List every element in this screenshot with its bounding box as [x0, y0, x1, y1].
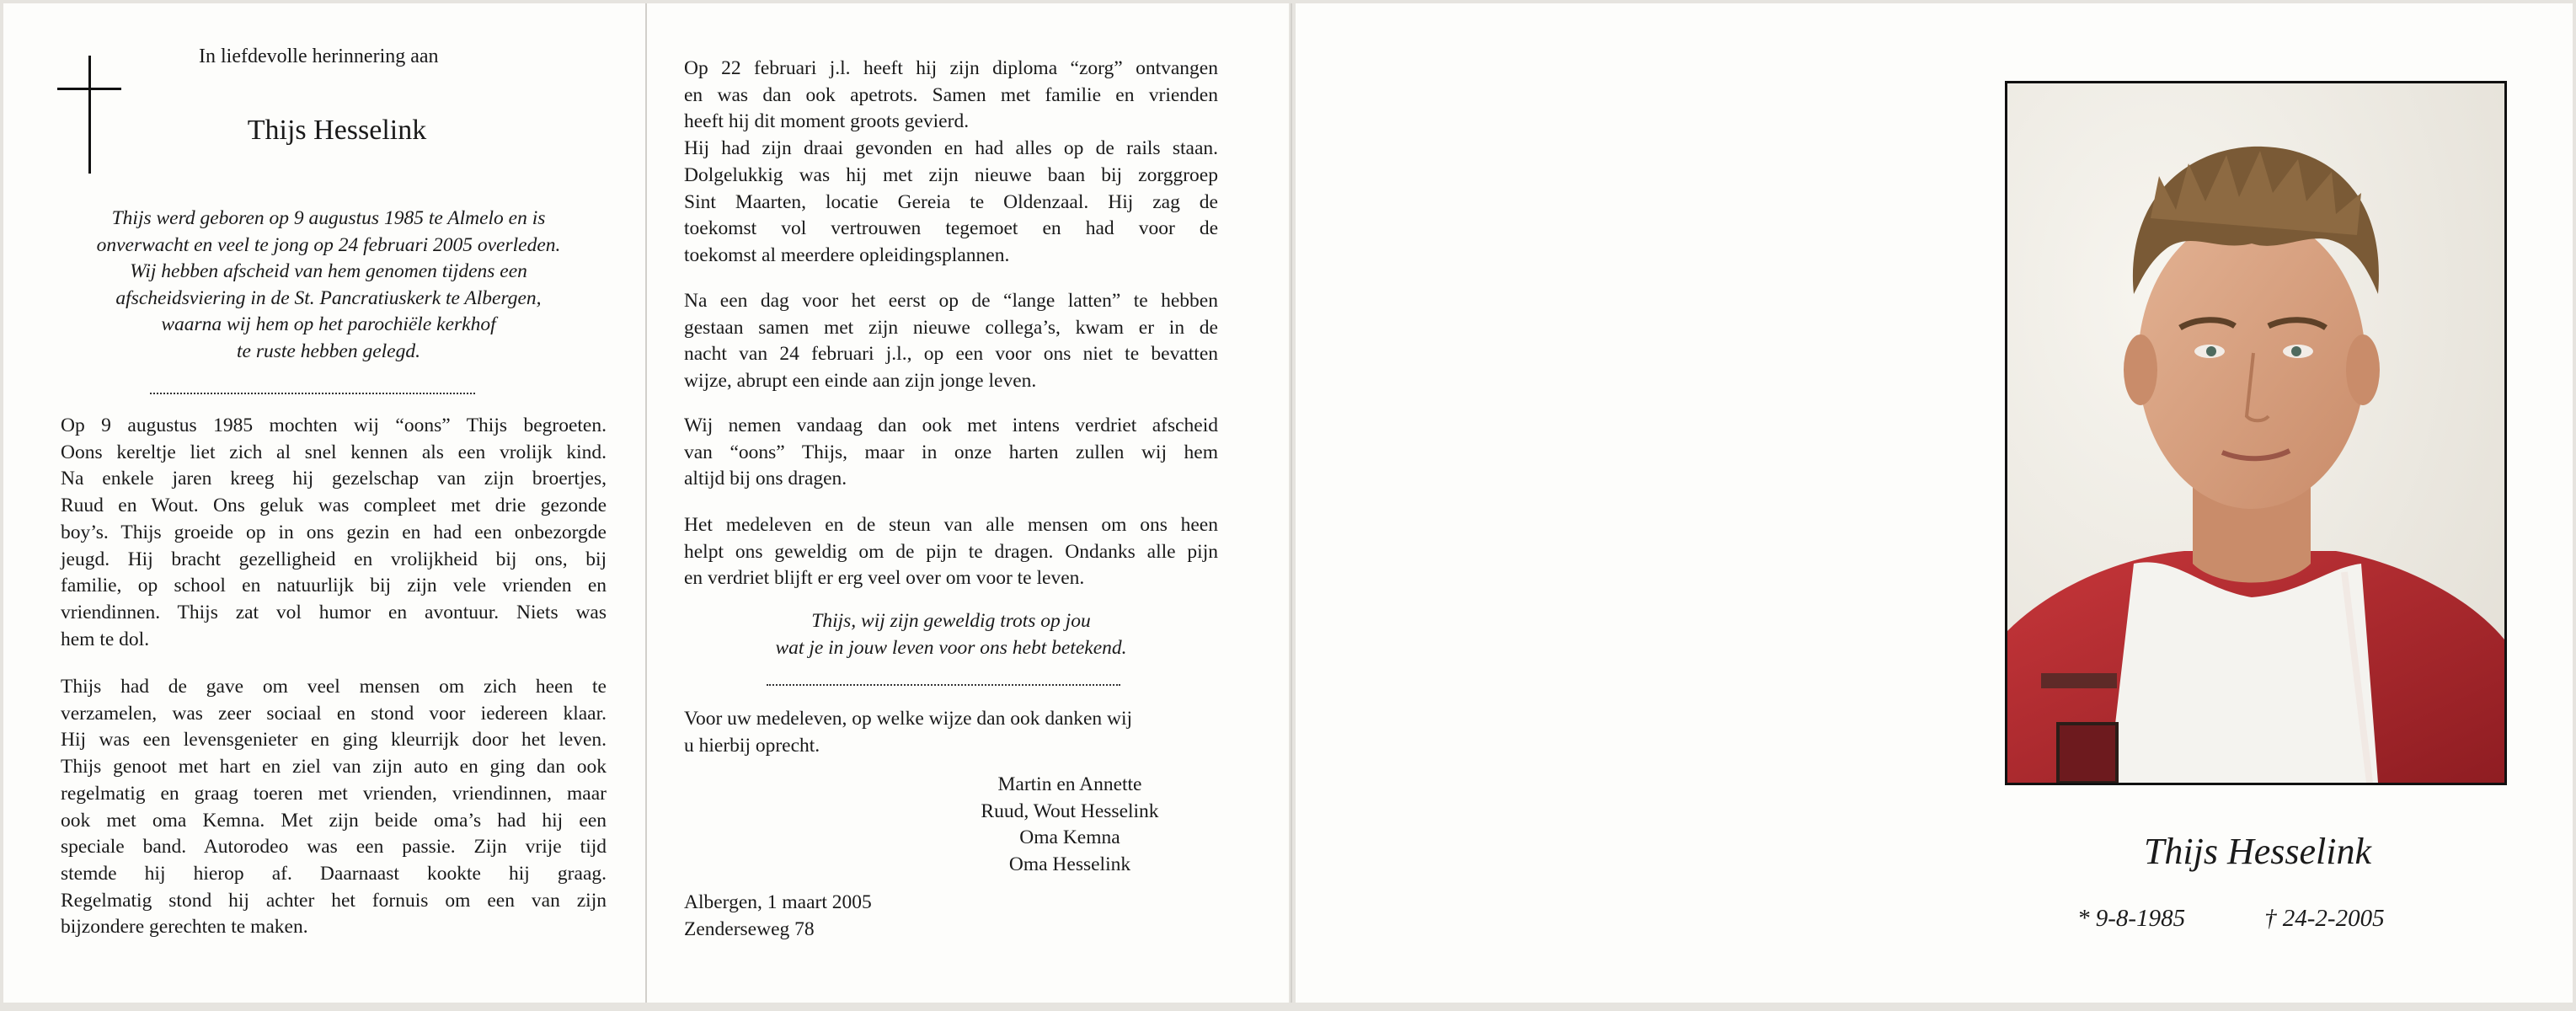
text-line: en verdriet blijft er erg veel over om voor te leven. — [684, 567, 1085, 590]
text-line: Thijs had de gave om veel mensen om zich heen te — [61, 676, 607, 698]
fold-line — [645, 3, 647, 1003]
text-line: regelmatig en graag toeren met vrienden, vriendinnen, maar — [61, 782, 607, 805]
text-line: van “oons” Thijs, maar in onze harten zullen wij hem — [684, 441, 1218, 463]
text-line: wat je in jouw leven voor ons hebt betekend. — [775, 636, 1127, 659]
thanks-text — [684, 706, 1223, 759]
text-line: te ruste hebben gelegd. — [237, 340, 420, 362]
text-line: Hij had zijn draai gevonden en had alles op de rails staan. — [684, 137, 1218, 160]
paragraph-childhood — [61, 413, 607, 653]
birth-date: * 9-8-1985 — [2077, 905, 2186, 932]
text-line: Oons kereltje liet zich al snel kennen als een vrolijk kind. — [61, 441, 607, 463]
text-line: Op 22 februari j.l. heeft hij zijn diploma “zorg” ontvangen — [684, 57, 1218, 79]
family-signatures — [927, 772, 1213, 878]
text-line: Thijs, wij zijn geweldig trots op jou — [811, 610, 1091, 632]
dotted-divider — [767, 684, 1120, 686]
text-line: Dolgelukkig was hij met zijn nieuwe baan bij zorggroep — [684, 163, 1218, 186]
quote — [684, 608, 1218, 661]
paragraph-accident — [684, 288, 1218, 395]
text-line: onverwacht en veel te jong op 24 februari 2005 overleden. — [96, 233, 561, 256]
text-line: en was dan ook apetrots. Samen met familie en vrienden — [684, 83, 1218, 106]
family-member: Oma Hesselink — [1008, 853, 1131, 875]
text-line: jeugd. Hij bracht gezelligheid en vrolijkheid bij ons, bij — [61, 548, 607, 570]
text-line: nacht van 24 februari j.l., op een voor ons niet te bevatten — [684, 343, 1218, 366]
deceased-name-heading: Thijs Hesselink — [247, 115, 427, 146]
text-line: Na enkele jaren kreeg hij gezelschap van zijn broertjes, — [61, 468, 607, 490]
text-line: stemde hij hierop af. Daarnaast kookte hij graag. — [61, 862, 607, 885]
text-line: waarna wij hem op het parochiële kerkhof — [161, 313, 496, 335]
text-line: afscheidsviering in de St. Pancratiuskerk te Albergen, — [115, 286, 542, 309]
family-member: Ruud, Wout Hesselink — [981, 800, 1159, 822]
text-line: Thijs werd geboren op 9 augustus 1985 te Almelo en is — [111, 207, 546, 229]
portrait-illustration — [2007, 83, 2504, 783]
street-address: Zenderseweg 78 — [684, 917, 815, 940]
text-line: hem te dol. — [61, 628, 150, 650]
paragraph-support — [684, 512, 1218, 592]
text-line: helpt ons geweldig om de pijn te dragen. Ondanks alle pijn — [684, 540, 1218, 563]
text-line: Na een dag voor het eerst op de “lange latten” te hebben — [684, 290, 1218, 312]
text-line: speciale band. Autorodeo was een passie. Zijn vrije tijd — [61, 836, 607, 859]
text-line: bijzondere gerechten te maken. — [61, 916, 308, 939]
paragraph-farewell — [684, 413, 1218, 493]
text-line: toekomst vol vertrouwen tegemoet en had voor de — [684, 217, 1218, 240]
text-line: heeft hij dit moment groots gevierd. — [684, 110, 970, 133]
text-line: vriendinnen. Thijs zat vol humor en avontuur. Niets was — [61, 601, 607, 623]
text-line: Het medeleven en de steun van alle mensen om ons heen — [684, 514, 1218, 536]
family-member: Oma Kemna — [1019, 826, 1120, 848]
text-line: Regelmatig stond hij achter het fornuis om een van zijn — [61, 889, 607, 912]
text-line: toekomst al meerdere opleidingsplannen. — [684, 243, 1010, 266]
text-line: wijze, abrupt een einde aan zijn jonge leven. — [684, 370, 1037, 393]
intro-text: In liefdevolle herinnering aan — [199, 45, 439, 67]
text-line: Hij was een levensgenieter en ging kleurrijk door het leven. — [61, 729, 607, 752]
dotted-divider — [150, 393, 475, 394]
text-line: boy’s. Thijs groeide op in ons gezin en had een onbezorgde — [61, 521, 607, 543]
text-line: familie, op school en natuurlijk bij zijn vele vrienden en — [61, 575, 607, 597]
text-line: gestaan samen met zijn nieuwe collega’s, kwam er in de — [684, 316, 1218, 339]
fold-line — [1291, 3, 1292, 1003]
text-line: Ruud en Wout. Ons geluk was compleet met drie gezonde — [61, 495, 607, 517]
family-member: Martin en Annette — [997, 773, 1142, 795]
place-date: Albergen, 1 maart 2005 — [684, 891, 872, 913]
text-line: Op 9 augustus 1985 mochten wij “oons” Thijs begroeten. — [61, 415, 607, 436]
text-line: Thijs genoot met hart en ziel van zijn auto en ging dan ook — [61, 756, 607, 778]
text-line: Voor uw medeleven, op welke wijze dan ook danken wij — [684, 708, 1133, 730]
text-line: Wij hebben afscheid van hem genomen tijdens een — [130, 260, 527, 282]
paragraph-diploma — [684, 56, 1218, 270]
text-line: altijd bij ons dragen. — [684, 468, 847, 490]
paragraph-character — [61, 674, 607, 941]
text-line: u hierbij oprecht. — [684, 734, 820, 757]
signature-name: Thijs Hesselink — [2143, 831, 2372, 872]
address-block — [684, 890, 1021, 943]
text-line: Wij nemen vandaag dan ook met intens verdriet afscheid — [684, 415, 1218, 436]
text-line: verzamelen, was zeer sociaal en stond voor iedereen klaar. — [61, 702, 607, 725]
portrait-photo — [2005, 81, 2507, 785]
text-line: ook met oma Kemna. Met zijn beide oma’s had hij een — [61, 809, 607, 832]
italic-announcement — [51, 206, 607, 365]
death-date: † 24-2-2005 — [2264, 905, 2385, 932]
text-line: Sint Maarten, locatie Gereia te Oldenzaal. Hij zag de — [684, 190, 1218, 213]
